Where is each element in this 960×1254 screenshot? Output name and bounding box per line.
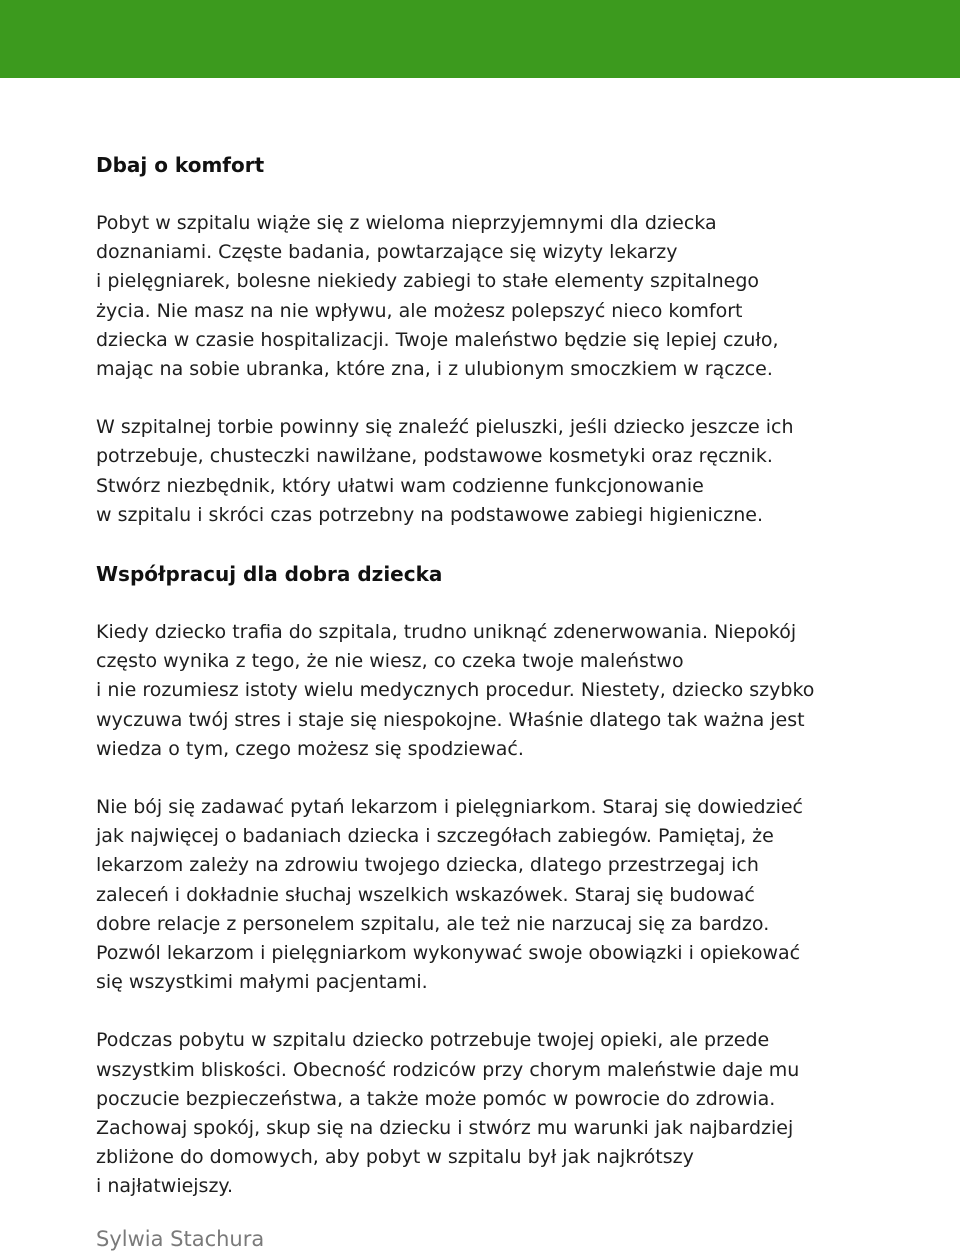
paragraph [96, 793, 886, 997]
text-line: mając na sobie ubranka, które zna, i z ulubionym smoczkiem w rączce. [96, 358, 773, 381]
text-line: życia. Nie masz na nie wpływu, ale możesz polepszyć nieco komfort [96, 299, 743, 322]
paragraph [96, 209, 886, 384]
text-line: potrzebuje, chusteczki nawilżane, podstawowe kosmetyki oraz ręcznik. [96, 445, 773, 468]
text-line: i nie rozumiesz istoty wielu medycznych procedur. Niestety, dziecko szybko [96, 679, 815, 702]
paragraph [96, 1026, 886, 1201]
section-heading-comfort: Dbaj o komfort [96, 153, 265, 177]
text-line: się wszystkimi małymi pacjentami. [96, 971, 428, 994]
text-line: w szpitalu i skróci czas potrzebny na podstawowe zabiegi higieniczne. [96, 503, 764, 526]
text-line: W szpitalnej torbie powinny się znaleźć pieluszki, jeśli dziecko jeszcze ich [96, 416, 794, 439]
text-line: Stwórz niezbędnik, który ułatwi wam codzienne funkcjonowanie [96, 474, 704, 497]
paragraph [96, 618, 886, 764]
text-line: dziecka w czasie hospitalizacji. Twoje maleństwo będzie się lepiej czuło, [96, 328, 779, 351]
green-header-bar [0, 0, 960, 78]
text-line: zaleceń i dokładnie słuchaj wszelkich wskazówek. Staraj się budować [96, 883, 755, 906]
article-body [96, 150, 886, 1202]
paragraph [96, 413, 886, 530]
text-line: zbliżone do domowych, aby pobyt w szpitalu był jak najkrótszy [96, 1146, 694, 1169]
text-line: Nie bój się zadawać pytań lekarzom i pielęgniarkom. Staraj się dowiedzieć [96, 796, 803, 819]
text-line: Pobyt w szpitalu wiąże się z wieloma nieprzyjemnymi dla dziecka [96, 212, 717, 234]
text-line: wiedza o tym, czego możesz się spodziewać. [96, 737, 524, 760]
text-line: i najłatwiejszy. [96, 1175, 234, 1198]
text-line: często wynika z tego, że nie wiesz, co czeka twoje maleństwo [96, 650, 684, 673]
text-line: wszystkim bliskości. Obecność rodziców przy chorym maleństwie daje mu [96, 1058, 800, 1081]
text-line: wyczuwa twój stres i staje się niespokojne. Właśnie dlatego tak ważna jest [96, 708, 805, 731]
text-line: Kiedy dziecko trafia do szpitala, trudno uniknąć zdenerwowania. Niepokój [96, 621, 797, 644]
text-line: Zachowaj spokój, skup się na dziecku i stwórz mu warunki jak najbardziej [96, 1117, 794, 1140]
text-line: i pielęgniarek, bolesne niekiedy zabiegi to stałe elementy szpitalnego [96, 270, 760, 293]
text-line: lekarzom zależy na zdrowiu twojego dziecka, dlatego przestrzegaj ich [96, 854, 759, 877]
text-line: dobre relacje z personelem szpitalu, ale też nie narzucaj się za bardzo. [96, 912, 770, 935]
author-name: Sylwia Stachura [96, 1227, 265, 1251]
text-line: Pozwól lekarzom i pielęgniarkom wykonywać swoje obowiązki i opiekować [96, 942, 801, 965]
text-line: doznaniami. Częste badania, powtarzające się wizyty lekarzy [96, 241, 678, 264]
section-heading-cooperate: Współpracuj dla dobra dziecka [96, 562, 443, 587]
text-line: poczucie bezpieczeństwa, a także może pomóc w powrocie do zdrowia. [96, 1087, 776, 1110]
text-line: jak najwięcej o badaniach dziecka i szczegółach zabiegów. Pamiętaj, że [96, 825, 774, 848]
text-line: Podczas pobytu w szpitalu dziecko potrzebuje twojej opieki, ale przede [96, 1029, 770, 1052]
